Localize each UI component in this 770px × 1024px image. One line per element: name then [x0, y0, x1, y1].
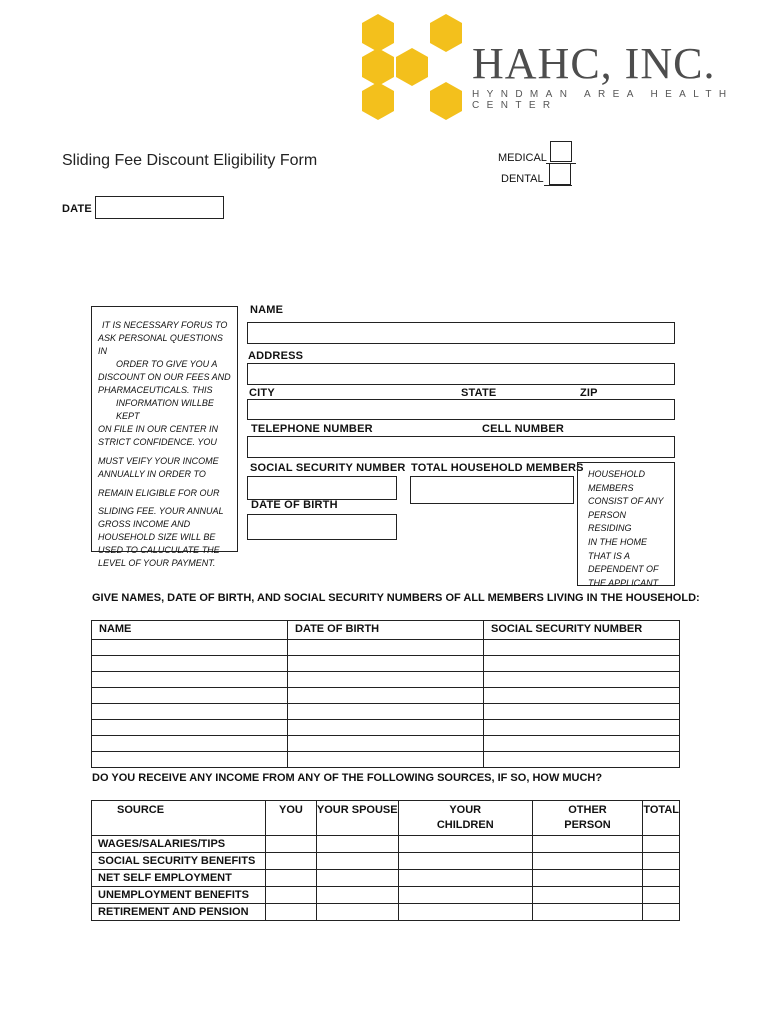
- logo-hexagon: [430, 14, 462, 52]
- income-table: [91, 800, 680, 921]
- income-cell[interactable]: [532, 887, 643, 904]
- member-dob-cell[interactable]: [288, 688, 484, 704]
- notice-line: SLIDING FEE. YOUR ANNUAL: [98, 506, 224, 516]
- members-table: [91, 620, 680, 768]
- notice-line: HOUSEHOLD SIZE WILL BE: [98, 532, 216, 542]
- household-note-line: DEPENDENT OF: [588, 564, 659, 575]
- telephone-label: TELEPHONE NUMBER: [251, 423, 373, 435]
- name-input[interactable]: [247, 322, 675, 344]
- member-dob-cell[interactable]: [288, 720, 484, 736]
- income-cell[interactable]: [398, 887, 532, 904]
- income-cell[interactable]: [398, 853, 532, 870]
- form-title: Sliding Fee Discount Eligibility Form: [62, 152, 318, 169]
- income-cell[interactable]: [316, 853, 398, 870]
- logo-subtitle: HYNDMAN AREA HEALTH CENTER: [472, 89, 734, 111]
- table-row: [92, 688, 680, 704]
- city-label: CITY: [249, 387, 275, 399]
- income-cell[interactable]: [398, 904, 532, 921]
- table-row: [92, 887, 680, 904]
- income-cell[interactable]: [316, 887, 398, 904]
- table-row: [92, 736, 680, 752]
- member-name-cell[interactable]: [92, 656, 288, 672]
- income-source: WAGES/SALARIES/TIPS: [92, 836, 266, 853]
- income-col-source: SOURCE: [92, 801, 266, 836]
- zip-label: ZIP: [580, 387, 598, 399]
- logo-hexagon: [362, 14, 394, 52]
- logo-hexagon: [362, 82, 394, 120]
- income-cell[interactable]: [532, 904, 643, 921]
- state-label: STATE: [461, 387, 497, 399]
- member-ssn-cell[interactable]: [484, 640, 680, 656]
- member-dob-cell[interactable]: [288, 736, 484, 752]
- household-note-line: THAT IS A: [588, 550, 631, 561]
- member-dob-cell[interactable]: [288, 672, 484, 688]
- medical-checkbox[interactable]: [550, 141, 572, 162]
- dental-checkbox[interactable]: [549, 163, 571, 185]
- income-source: RETIREMENT AND PENSION: [92, 904, 266, 921]
- member-ssn-cell[interactable]: [484, 752, 680, 768]
- household-total-input[interactable]: [410, 476, 574, 504]
- member-ssn-cell[interactable]: [484, 736, 680, 752]
- income-col-children: YOUR CHILDREN: [398, 801, 532, 836]
- income-cell[interactable]: [532, 870, 643, 887]
- income-source: UNEMPLOYMENT BENEFITS: [92, 887, 266, 904]
- ssn-input[interactable]: [247, 476, 397, 500]
- member-ssn-cell[interactable]: [484, 688, 680, 704]
- income-cell[interactable]: [398, 836, 532, 853]
- table-row: [92, 752, 680, 768]
- income-cell[interactable]: [643, 836, 680, 853]
- household-note: [577, 462, 675, 586]
- table-row: [92, 870, 680, 887]
- income-cell[interactable]: [266, 836, 316, 853]
- table-row: [92, 904, 680, 921]
- notice-line: DISCOUNT ON OUR FEES AND: [98, 372, 231, 382]
- privacy-notice: [91, 306, 238, 568]
- income-cell[interactable]: [398, 870, 532, 887]
- household-note-line: MEMBERS: [588, 482, 634, 493]
- income-cell[interactable]: [643, 853, 680, 870]
- dental-underline: [544, 185, 572, 186]
- notice-line: ANNUALLY IN ORDER TO: [98, 469, 206, 479]
- members-col-name: NAME: [92, 621, 288, 640]
- household-total-label: TOTAL HOUSEHOLD MEMBERS: [411, 462, 584, 474]
- income-cell[interactable]: [643, 870, 680, 887]
- members-col-dob: DATE OF BIRTH: [288, 621, 484, 640]
- member-name-cell[interactable]: [92, 672, 288, 688]
- notice-line: GROSS INCOME AND: [98, 519, 191, 529]
- household-note-line: HOUSEHOLD: [588, 469, 646, 479]
- logo-hexagon: [430, 82, 462, 120]
- income-heading: DO YOU RECEIVE ANY INCOME FROM ANY OF THE FOLLOWING SOURCES, IF SO, HOW MUCH?: [92, 772, 603, 784]
- member-name-cell[interactable]: [92, 736, 288, 752]
- member-name-cell[interactable]: [92, 640, 288, 656]
- table-row: [92, 836, 680, 853]
- table-row: [92, 720, 680, 736]
- notice-line: USED TO CALUCULATE THE: [98, 545, 220, 555]
- income-cell[interactable]: [266, 870, 316, 887]
- income-cell[interactable]: [316, 836, 398, 853]
- income-cell[interactable]: [316, 904, 398, 921]
- member-ssn-cell[interactable]: [484, 704, 680, 720]
- logo-title: HAHC, INC.: [472, 39, 716, 88]
- notice-line: ORDER TO GIVE YOU A: [116, 359, 218, 369]
- member-name-cell[interactable]: [92, 720, 288, 736]
- income-cell[interactable]: [266, 853, 316, 870]
- address-label: ADDRESS: [248, 350, 304, 362]
- table-row: [92, 704, 680, 720]
- income-source: NET SELF EMPLOYMENT: [92, 870, 266, 887]
- city-state-zip-input[interactable]: [247, 399, 675, 420]
- notice-line: LEVEL OF YOUR PAYMENT.: [98, 558, 216, 568]
- member-name-cell[interactable]: [92, 688, 288, 704]
- income-cell[interactable]: [532, 853, 643, 870]
- medical-label: MEDICAL: [498, 152, 547, 164]
- member-dob-cell[interactable]: [288, 656, 484, 672]
- income-col-spouse: YOUR SPOUSE: [316, 801, 398, 836]
- income-col-total: TOTAL: [643, 801, 680, 836]
- phone-input[interactable]: [247, 436, 675, 458]
- notice-line: ON FILE IN OUR CENTER IN: [98, 424, 219, 434]
- member-dob-cell[interactable]: [288, 640, 484, 656]
- member-name-cell[interactable]: [92, 704, 288, 720]
- member-ssn-cell[interactable]: [484, 656, 680, 672]
- logo-hexagons: [356, 12, 486, 122]
- members-heading: GIVE NAMES, DATE OF BIRTH, AND SOCIAL SECURITY NUMBERS OF ALL MEMBERS LIVING IN THE HOUSEHOLD:: [92, 592, 700, 604]
- notice-line: PHARMACEUTICALS. THIS: [98, 385, 213, 395]
- notice-line: REMAIN ELIGIBLE FOR OUR: [98, 488, 220, 498]
- income-col-other: OTHER PERSON: [532, 801, 643, 836]
- income-cell[interactable]: [266, 904, 316, 921]
- income-cell[interactable]: [316, 870, 398, 887]
- cell-label: CELL NUMBER: [482, 423, 565, 435]
- member-name-cell[interactable]: [92, 752, 288, 768]
- notice-line: STRICT CONFIDENCE. YOU: [98, 437, 217, 447]
- notice-line: IT IS NECESSARY FORUS TO: [102, 320, 228, 330]
- household-note-line: PERSON RESIDING: [588, 509, 632, 534]
- member-ssn-cell[interactable]: [484, 720, 680, 736]
- income-source: SOCIAL SECURITY BENEFITS: [92, 853, 266, 870]
- ssn-label: SOCIAL SECURITY NUMBER: [250, 462, 406, 474]
- date-label: DATE: [62, 203, 92, 215]
- logo-hexagon: [396, 48, 428, 86]
- income-cell[interactable]: [532, 836, 643, 853]
- table-row: [92, 672, 680, 688]
- income-cell[interactable]: [643, 904, 680, 921]
- name-label: NAME: [250, 304, 284, 316]
- dob-input[interactable]: [247, 514, 397, 540]
- notice-line: INFORMATION WILLBE KEPT: [116, 398, 214, 421]
- member-dob-cell[interactable]: [288, 752, 484, 768]
- dob-label: DATE OF BIRTH: [251, 499, 338, 511]
- member-ssn-cell[interactable]: [484, 672, 680, 688]
- notice-line: MUST VEIFY YOUR INCOME: [98, 456, 219, 466]
- date-input[interactable]: [95, 196, 224, 219]
- table-row: [92, 640, 680, 656]
- income-cell[interactable]: [266, 887, 316, 904]
- household-note-line: CONSIST OF ANY: [588, 496, 664, 507]
- members-col-ssn: SOCIAL SECURITY NUMBER: [484, 621, 680, 640]
- logo-hexagon: [362, 48, 394, 86]
- member-dob-cell[interactable]: [288, 704, 484, 720]
- table-row: [92, 853, 680, 870]
- income-col-you: YOU: [266, 801, 316, 836]
- table-row: [92, 656, 680, 672]
- household-note-line: THE APPLICANT: [588, 577, 659, 588]
- address-input[interactable]: [247, 363, 675, 385]
- notice-line: ASK PERSONAL QUESTIONS IN: [98, 333, 223, 356]
- household-note-line: IN THE HOME: [588, 536, 648, 547]
- income-cell[interactable]: [643, 887, 680, 904]
- dental-label: DENTAL: [501, 173, 544, 185]
